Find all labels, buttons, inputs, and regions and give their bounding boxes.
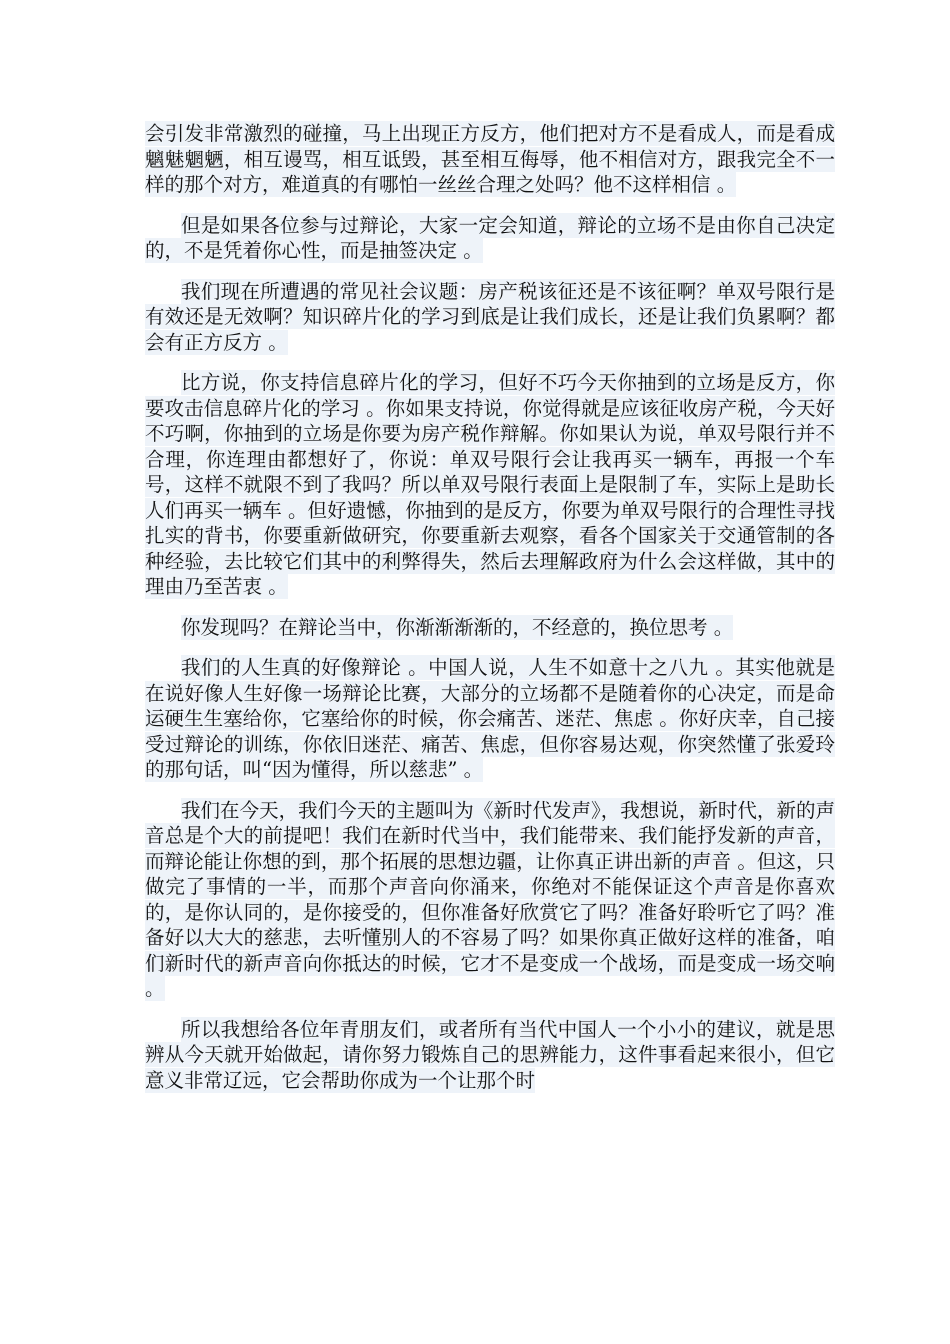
paragraph-text: 我们现在所遭遇的常见社会议题：房产税该征还是不该征啊？单双号限行是有效还是无效啊？知识碎片化的学习到底是让我们成长，还是让我们负累啊？都会有正方反方 。 xyxy=(145,279,835,354)
paragraph-text: 我们在今天，我们今天的主题叫为《新时代发声》，我想说，新时代，新的声音总是个大的前提吧！我们在新时代当中，我们能带来、我们能抒发新的声音，而辩论能让你想的到，那个拓展的思想边疆，让你真正讲出新的声音 。但这，只做完了事情的一半，而那个声音向你涌来，你绝对不能保证这个声音是你喜欢的，是你认同的，是你接受的，但你准备好欣赏它了吗？准备好聆听它了吗？准备好以大大的慈悲，去听懂别人的不容易了吗？如果你真正做好这样的准备，咱们新时代的新声音向你抵达的时候，它才不是变成一个战场，而是变成一场交响 。 xyxy=(145,798,835,1000)
paragraph-text: 我们的人生真的好像辩论 。中国人说，人生不如意十之八九 。其实他就是在说好像人生好像一场辩论比赛，大部分的立场都不是随着你的心决定，而是命运硬生生塞给你，它塞给你的时候，你会痛苦、迷茫、焦虑 。你好庆幸，自己接受过辩论的训练，你依旧迷茫、痛苦、焦虑，但你容易达观，你突然懂了张爱玲的那句话，叫“因为懂得，所以慈悲” 。 xyxy=(145,656,835,781)
paragraph-text: 你发现吗？在辩论当中，你渐渐渐渐的，不经意的，换位思考 。 xyxy=(181,615,734,639)
paragraph-7 xyxy=(145,798,835,1002)
paragraph-5 xyxy=(145,615,835,641)
paragraph-2 xyxy=(145,213,835,264)
paragraph-4 xyxy=(145,370,835,600)
paragraph-8 xyxy=(145,1017,835,1094)
paragraph-text: 比方说，你支持信息碎片化的学习，但好不巧今天你抽到的立场是反方，你要攻击信息碎片化的学习 。你如果支持说，你觉得就是应该征收房产税，今天好不巧啊，你抽到的立场是你要为房产税作辩解。你如果认为说，单双号限行并不合理，你连理由都想好了，你说：单双号限行会让我再买一辆车，再报一个车号，这样不就限不到了我吗？所以单双号限行表面上是限制了车，实际上是助长人们再买一辆车 。但好遗憾，你抽到的是反方，你要为单双号限行的合理性寻找扎实的背书，你要重新做研究，你要重新去观察，看各个国家关于交通管制的各种经验，去比较它们其中的利弊得失，然后去理解政府为什么会这样做，其中的理由乃至苦衷 。 xyxy=(145,371,835,598)
paragraph-1 xyxy=(145,121,835,198)
paragraph-text: 但是如果各位参与过辩论，大家一定会知道，辩论的立场不是由你自己决定的，不是凭着你心性，而是抽签决定 。 xyxy=(145,213,835,262)
paragraph-text: 所以我想给各位年青朋友们，或者所有当代中国人一个小小的建议，就是思辨从今天就开始做起，请你努力锻炼自己的思辨能力，这件事看起来很小，但它意义非常辽远，它会帮助你成为一个让那个时 xyxy=(145,1017,835,1092)
paragraph-6 xyxy=(145,655,835,783)
paragraph-3 xyxy=(145,279,835,356)
document-body xyxy=(145,121,835,1108)
paragraph-text: 会引发非常激烈的碰撞，马上出现正方反方，他们把对方不是看成人，而是看成魑魅魍魉，相互谩骂，相互诋毁，甚至相互侮辱，他不相信对方，跟我完全不一样的那个对方，难道真的有哪怕一丝丝合理之处吗？他不这样相信 。 xyxy=(145,122,835,196)
